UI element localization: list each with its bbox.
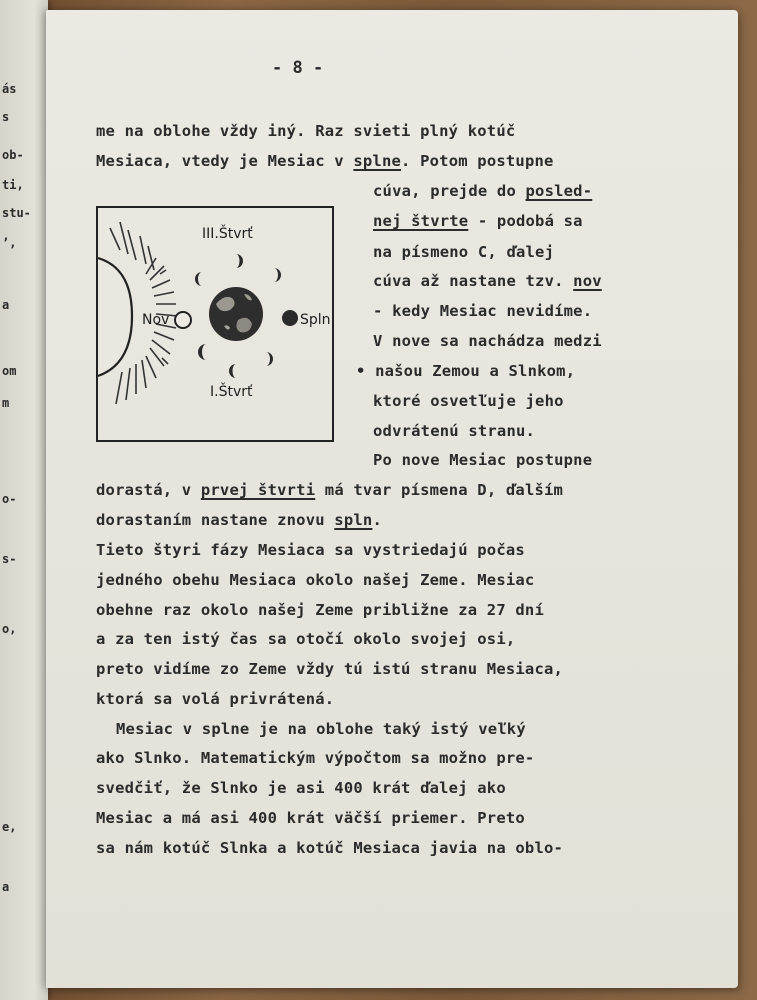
- text-segment: obehne raz okolo našej Zeme približne za 27 dní: [96, 601, 544, 619]
- text-line: [373, 450, 592, 470]
- facing-page-edge: [0, 0, 48, 1000]
- text-line: [96, 510, 382, 530]
- text-segment: . Potom postupne: [401, 152, 554, 170]
- text-line: [96, 480, 563, 500]
- margin-fragment: a: [2, 880, 10, 894]
- text-line: [96, 570, 534, 590]
- text-line: [96, 629, 515, 649]
- text-line: [96, 540, 525, 560]
- text-segment: na písmeno C, ďalej: [373, 243, 555, 261]
- margin-fragment: o-: [2, 492, 17, 506]
- text-line: [96, 748, 534, 768]
- moon-phases-figure: [96, 206, 334, 442]
- text-line: [96, 659, 563, 679]
- margin-fragment: stu-: [2, 206, 31, 220]
- underlined-term: posled-: [525, 182, 593, 200]
- text-segment: Mesiaca, vtedy je Mesiac v: [96, 152, 354, 170]
- underlined-term: prvej štvrti: [200, 481, 316, 499]
- text-segment: Po nove Mesiac postupne: [373, 451, 593, 469]
- text-line: [96, 600, 544, 620]
- margin-fragment: om: [2, 364, 17, 378]
- text-segment: a za ten istý čas sa otočí okolo svojej osi,: [96, 630, 516, 648]
- text-segment: • našou Zemou a Slnkom,: [356, 362, 576, 380]
- text-segment: preto vidíme zo Zeme vždy tú istú stranu Mesiaca,: [96, 660, 564, 678]
- text-segment: svedčiť, že Slnko je asi 400 krát ďalej ako: [96, 779, 506, 797]
- margin-fragment: m: [2, 396, 10, 410]
- margin-fragment: s-: [2, 552, 17, 566]
- margin-fragment: o,: [2, 622, 17, 636]
- underlined-term: nej štvrte: [373, 212, 469, 230]
- text-segment: dorastá, v: [96, 481, 201, 499]
- text-segment: jedného obehu Mesiaca okolo našej Zeme. Mesiac: [96, 571, 535, 589]
- text-line: [356, 361, 575, 381]
- margin-fragment: ti,: [2, 178, 24, 192]
- text-line: [373, 421, 535, 441]
- text-segment: sa nám kotúč Slnka a kotúč Mesiaca javia na oblo-: [96, 839, 564, 857]
- earth: [209, 287, 263, 341]
- text-line: [96, 151, 554, 171]
- text-line: [96, 778, 506, 798]
- text-segment: .: [372, 511, 382, 529]
- text-segment: ktoré osvetľuje jeho: [373, 392, 564, 410]
- moon-phases-drawing: [98, 208, 332, 440]
- text-line: [373, 331, 602, 351]
- text-line: [373, 391, 564, 411]
- text-segment: Mesiac v splne je na oblohe taký istý veľký: [116, 720, 526, 738]
- text-line: [373, 271, 602, 291]
- text-line: [96, 838, 563, 858]
- margin-fragment: ob-: [2, 148, 24, 162]
- underlined-term: spln: [334, 511, 373, 529]
- margin-fragment: e,: [2, 820, 17, 834]
- text-segment: má tvar písmena D, ďalším: [315, 481, 564, 499]
- text-segment: cúva až nastane tzv.: [373, 272, 574, 290]
- text-segment: V nove sa nachádza medzi: [373, 332, 602, 350]
- text-segment: cúva, prejde do: [373, 182, 526, 200]
- text-segment: - podobá sa: [468, 212, 583, 230]
- margin-fragment: ás: [2, 82, 17, 96]
- text-line: [373, 242, 554, 262]
- underlined-term: splne: [353, 152, 402, 170]
- label-new-moon: Nov: [142, 312, 170, 328]
- text-line: [116, 719, 526, 739]
- text-line: [373, 181, 592, 201]
- text-line: [96, 121, 515, 141]
- text-segment: Tieto štyri fázy Mesiaca sa vystriedajú počas: [96, 541, 525, 559]
- text-line: [96, 689, 334, 709]
- label-full-moon: Spln: [300, 312, 331, 328]
- text-segment: odvrátenú stranu.: [373, 422, 536, 440]
- text-line: [373, 301, 592, 321]
- underlined-term: nov: [573, 272, 602, 290]
- margin-fragment: s: [2, 110, 10, 124]
- text-segment: - kedy Mesiac nevidíme.: [373, 302, 593, 320]
- page-number: - 8 -: [272, 58, 324, 78]
- text-line: [373, 211, 583, 231]
- text-segment: ktorá sa volá privrátená.: [96, 690, 335, 708]
- text-segment: ako Slnko. Matematickým výpočtom sa možno pre-: [96, 749, 535, 767]
- text-segment: dorastaním nastane znovu: [96, 511, 335, 529]
- text-line: [96, 808, 525, 828]
- text-segment: me na oblohe vždy iný. Raz svieti plný kotúč: [96, 122, 516, 140]
- label-third-quarter: III.Štvrť: [202, 226, 253, 242]
- label-first-quarter: I.Štvrť: [210, 384, 253, 400]
- sun-disc: [98, 258, 132, 376]
- text-segment: Mesiac a má asi 400 krát väčší priemer. Preto: [96, 809, 525, 827]
- margin-fragment: ʼ,: [2, 236, 17, 250]
- margin-fragment: a: [2, 298, 10, 312]
